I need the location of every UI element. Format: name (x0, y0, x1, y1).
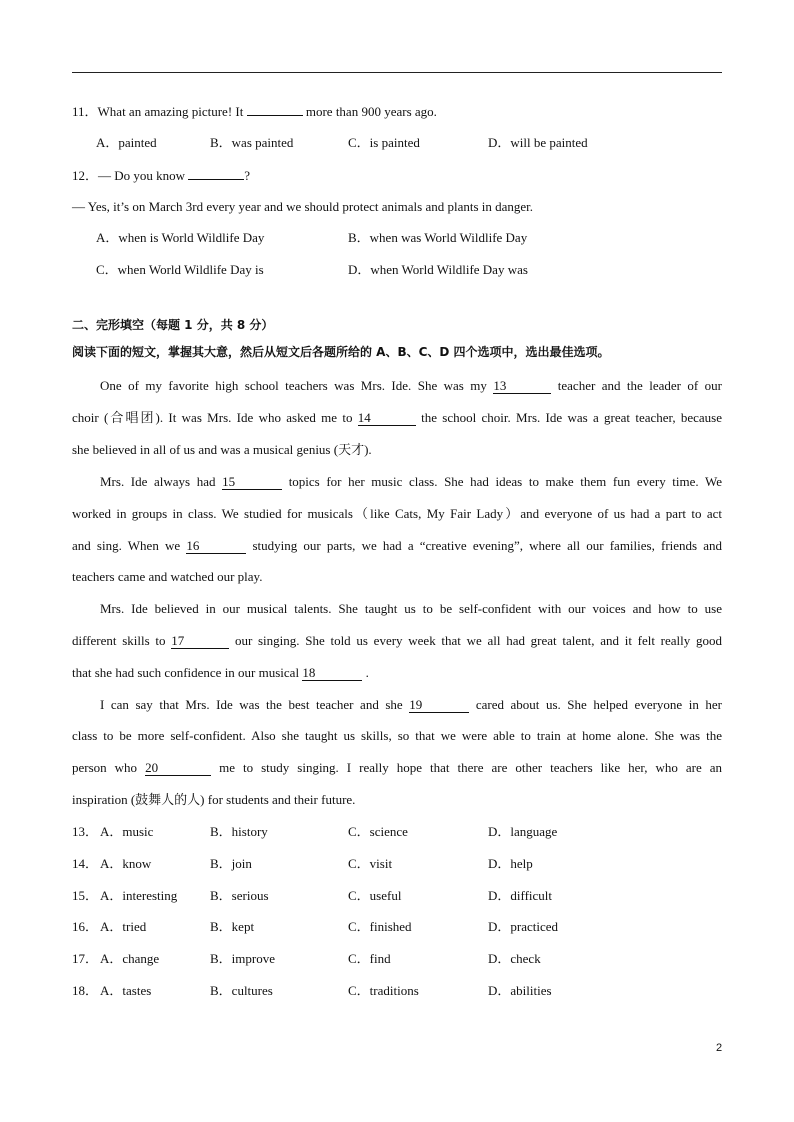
choice-option-b: B．kept (210, 919, 255, 934)
choice-option-a: A．interesting (100, 888, 178, 903)
answer-blank (247, 102, 303, 116)
q12-reply: — Yes, it’s on March 3rd every year and we should protect animals and plants in danger. (72, 199, 534, 214)
passage-line: that she had such confidence in our musical 18 . (72, 665, 369, 680)
question-stem-start: What an amazing picture! It (97, 104, 244, 119)
choice-option-c: C．useful (348, 888, 402, 903)
choice-option-d: D．abilities (488, 983, 552, 998)
question-11 (72, 102, 437, 121)
passage-line: person who 20 me to study singing. I really hope that there are other teachers like her, who are an (72, 760, 723, 775)
blank-13: 13 (493, 379, 551, 394)
passage-line: worked in groups in class. We studied for musicals（like Cats, My Fair Lady）and everyone of us had a part to act (72, 506, 722, 521)
choice-option-b: B．serious (210, 888, 269, 903)
choice-option-a: A．change (100, 951, 160, 966)
choice-option-c: C．traditions (348, 983, 419, 998)
blank-17: 17 (171, 634, 229, 649)
choice-option-b: B．cultures (210, 983, 273, 998)
q12-option-c: C．when World Wildlife Day is (96, 262, 264, 277)
choice-option-a: A．know (100, 856, 152, 871)
question-number: 12． (72, 168, 99, 183)
blank-16: 16 (186, 539, 246, 554)
passage-line: and sing. When we 16 studying our parts, we had a “creative evening”, where all our families, friends and (72, 538, 723, 553)
passage-line: teachers came and watched our play. (72, 569, 263, 584)
choice-number: 14． (72, 856, 99, 871)
question-12 (72, 166, 250, 185)
answer-blank (188, 166, 244, 180)
header-rule (72, 72, 722, 73)
passage-line: One of my favorite high school teachers was Mrs. Ide. She was my 13 teacher and the leader of our (100, 378, 723, 393)
question-number: 11． (72, 104, 98, 119)
choice-option-a: A．music (100, 824, 154, 839)
question-stem-end: more than 900 years ago. (305, 104, 437, 119)
q11-option-b: B．was painted (210, 135, 294, 150)
passage-line: different skills to 17 our singing. She told us every week that we all had great talent, and it felt really good (72, 633, 722, 648)
blank-14: 14 (358, 411, 416, 426)
choice-option-d: D．help (488, 856, 533, 871)
q11-option-d: D．will be painted (488, 135, 588, 150)
choice-option-d: D．practiced (488, 919, 559, 934)
passage-line: class to be more self-confident. Also she taught us skills, so that we were able to train at home alone. She was the (72, 728, 722, 743)
q11-option-c: C．is painted (348, 135, 420, 150)
choice-option-c: C．finished (348, 919, 412, 934)
choice-option-c: C．visit (348, 856, 393, 871)
passage-line: choir (合唱团). It was Mrs. Ide who asked me to 14 the school choir. Mrs. Ide was a great teacher, because (72, 410, 723, 425)
passage-line: I can say that Mrs. Ide was the best teacher and she 19 cared about us. She helped everyone in her (100, 697, 723, 712)
choice-number: 17． (72, 951, 99, 966)
choice-option-b: B．history (210, 824, 268, 839)
choice-option-a: A．tastes (100, 983, 152, 998)
passage-line: inspiration (鼓舞人的人) for students and their future. (72, 792, 356, 807)
question-stem-start: — Do you know (98, 168, 186, 183)
choice-option-c: C．find (348, 951, 391, 966)
blank-19: 19 (409, 698, 469, 713)
choice-option-d: D．check (488, 951, 541, 966)
choice-option-d: D．language (488, 824, 558, 839)
choice-number: 13． (72, 824, 99, 839)
passage-line: Mrs. Ide always had 15 topics for her music class. She had ideas to make them fun every time. We (100, 474, 723, 489)
section-title: 二、完形填空（每题 1 分，共 8 分） (72, 318, 274, 332)
q11-option-a: A．painted (96, 135, 157, 150)
choice-option-a: A．tried (100, 919, 147, 934)
choice-option-b: B．improve (210, 951, 275, 966)
choice-option-b: B．join (210, 856, 252, 871)
choice-number: 16． (72, 919, 99, 934)
question-stem-end: ? (244, 168, 251, 183)
blank-20: 20 (145, 761, 211, 776)
choice-number: 15． (72, 888, 99, 903)
passage-line: she believed in all of us and was a musical genius (天才). (72, 442, 372, 457)
q12-option-d: D．when World Wildlife Day was (348, 262, 528, 277)
choice-option-c: C．science (348, 824, 408, 839)
blank-18: 18 (302, 666, 362, 681)
q12-option-b: B．when was World Wildlife Day (348, 230, 528, 245)
q12-option-a: A．when is World Wildlife Day (96, 230, 265, 245)
section-instruction: 阅读下面的短文，掌握其大意，然后从短文后各题所给的 A、B、C、D 四个选项中，选出最佳选项。 (72, 345, 610, 359)
page-number: 2 (716, 1042, 723, 1054)
choice-number: 18． (72, 983, 99, 998)
blank-15: 15 (222, 475, 282, 490)
choice-option-d: D．difficult (488, 888, 553, 903)
passage-line: Mrs. Ide believed in our musical talents. She taught us to be self-confident with our voices and how to use (100, 601, 722, 616)
